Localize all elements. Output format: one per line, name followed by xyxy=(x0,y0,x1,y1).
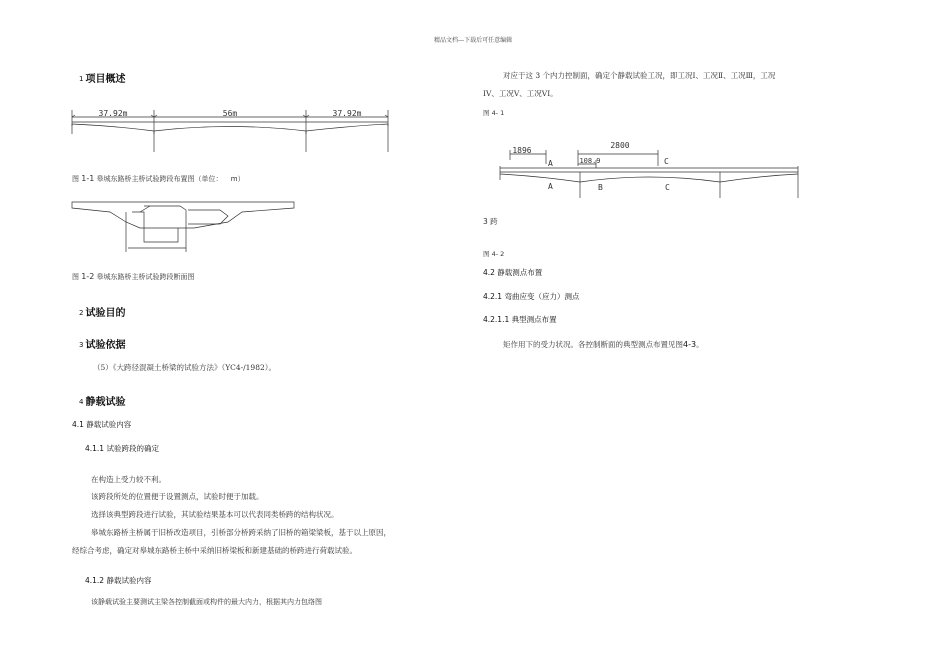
section-4-1-2-heading: 4.1.2 静载试验内容 xyxy=(85,576,152,585)
section-number: 2 xyxy=(79,309,84,317)
dim-label-2800: 2800 xyxy=(610,141,630,150)
section-title: 试验目的 xyxy=(85,308,126,319)
caption-text: 皋城东路桥主桥试验跨段布置图（单位： xyxy=(96,175,223,183)
paragraph-end: 。 xyxy=(696,340,704,349)
section-4-2-1-1-heading: 4.2.1.1 典型测点布置 xyxy=(483,315,557,324)
paragraph-line-5: 经综合考虑，确定对皋城东路桥主桥中采纳旧桥梁板和新建基础的桥跨进行荷载试验。 xyxy=(72,546,357,555)
caption-number: 1-1 xyxy=(81,174,95,183)
section-1-heading xyxy=(79,70,125,85)
section-label-b: B xyxy=(598,183,603,192)
paragraph-text: 矩作用下的受力状况。各控制断面的典型测点布置见图 xyxy=(503,340,683,349)
paragraph-line-2: 该跨段所处的位置便于设置测点，试验时便于加载。 xyxy=(91,492,264,501)
figure-1-1-caption xyxy=(72,174,245,184)
section-4-2-heading: 4.2 静载测点布置 xyxy=(483,268,543,277)
section-4-2-1-heading: 4.2.1 弯曲应变（应力）测点 xyxy=(483,292,580,301)
paragraph-static-load: 该静载试验主要测试主梁各控制截面或构件的最大内力，根据其内力包络图 xyxy=(91,598,322,606)
section-label-a-top: A xyxy=(548,159,553,168)
reference-item: （5）《大跨径混凝土桥梁的试验方法》（YC4-/1982）。 xyxy=(93,363,276,372)
caption-prefix: 图 xyxy=(72,273,79,281)
section-3-heading xyxy=(79,336,125,351)
dim-label-span-2: 56m xyxy=(222,109,238,118)
dim-label-1896: 1896 xyxy=(512,146,532,155)
section-number: 3 xyxy=(79,341,84,349)
figure-4-2-label: 图 4- 2 xyxy=(483,250,505,258)
section-number: 4 xyxy=(79,398,84,406)
right-paragraph-measure-points xyxy=(503,339,704,350)
section-label-a: A xyxy=(548,182,553,191)
dim-label-108-9: 108.9 xyxy=(579,157,601,165)
section-4-heading xyxy=(79,393,125,408)
page-header: 精品文档---下载后可任意编辑 xyxy=(434,37,513,44)
section-4-1-heading: 4.1 静载试验内容 xyxy=(72,420,132,429)
section-number: 1 xyxy=(79,75,84,83)
section-title: 项目概述 xyxy=(85,74,126,85)
section-title: 静载试验 xyxy=(85,397,126,408)
cross-section-figure xyxy=(70,198,300,254)
dim-label-span-3: 37.92m xyxy=(332,109,362,118)
caption-text: 皋城东路桥主桥试验跨段断面图 xyxy=(96,273,195,281)
paragraph-line-3: 选择该典型跨段进行试验，其试验结果基本可以代表同类桥跨的结构状况。 xyxy=(91,510,339,519)
dim-label-span-1: 37.92m xyxy=(98,109,128,118)
right-paragraph-line-2: ⅠV、工况V、工况VI。 xyxy=(483,89,558,98)
section-4-1-1-heading: 4.1.1 试验跨段的确定 xyxy=(85,444,159,453)
section-title: 试验依据 xyxy=(85,340,126,351)
caption-unit: m） xyxy=(230,175,245,183)
section-label-c: C xyxy=(665,183,670,192)
figure-ref: 4-3 xyxy=(683,340,697,349)
section-label-c-top: C xyxy=(664,157,669,166)
caption-number: 1-2 xyxy=(81,272,95,281)
figure-1-2-caption xyxy=(72,272,195,282)
paragraph-line-4: 皋城东路桥主桥属于旧桥改造项目，引桥部分桥跨采纳了旧桥的箱梁梁板，基于以上原因， xyxy=(91,528,391,537)
bridge-elevation-figure xyxy=(70,104,400,154)
section-2-heading xyxy=(79,304,125,319)
paragraph-line-1: 在构造上受力较不利。 xyxy=(91,475,166,484)
span-note: 3 跨 xyxy=(483,217,498,226)
right-paragraph-line-1: 对应于这 3 个内力控制面，确定个静载试验工况，即工况Ⅰ、工况Ⅱ、工况Ⅲ，工况 xyxy=(503,71,776,80)
figure-4-1-label: 图 4- 1 xyxy=(483,109,505,117)
caption-prefix: 图 xyxy=(72,175,79,183)
control-section-figure xyxy=(498,136,828,200)
